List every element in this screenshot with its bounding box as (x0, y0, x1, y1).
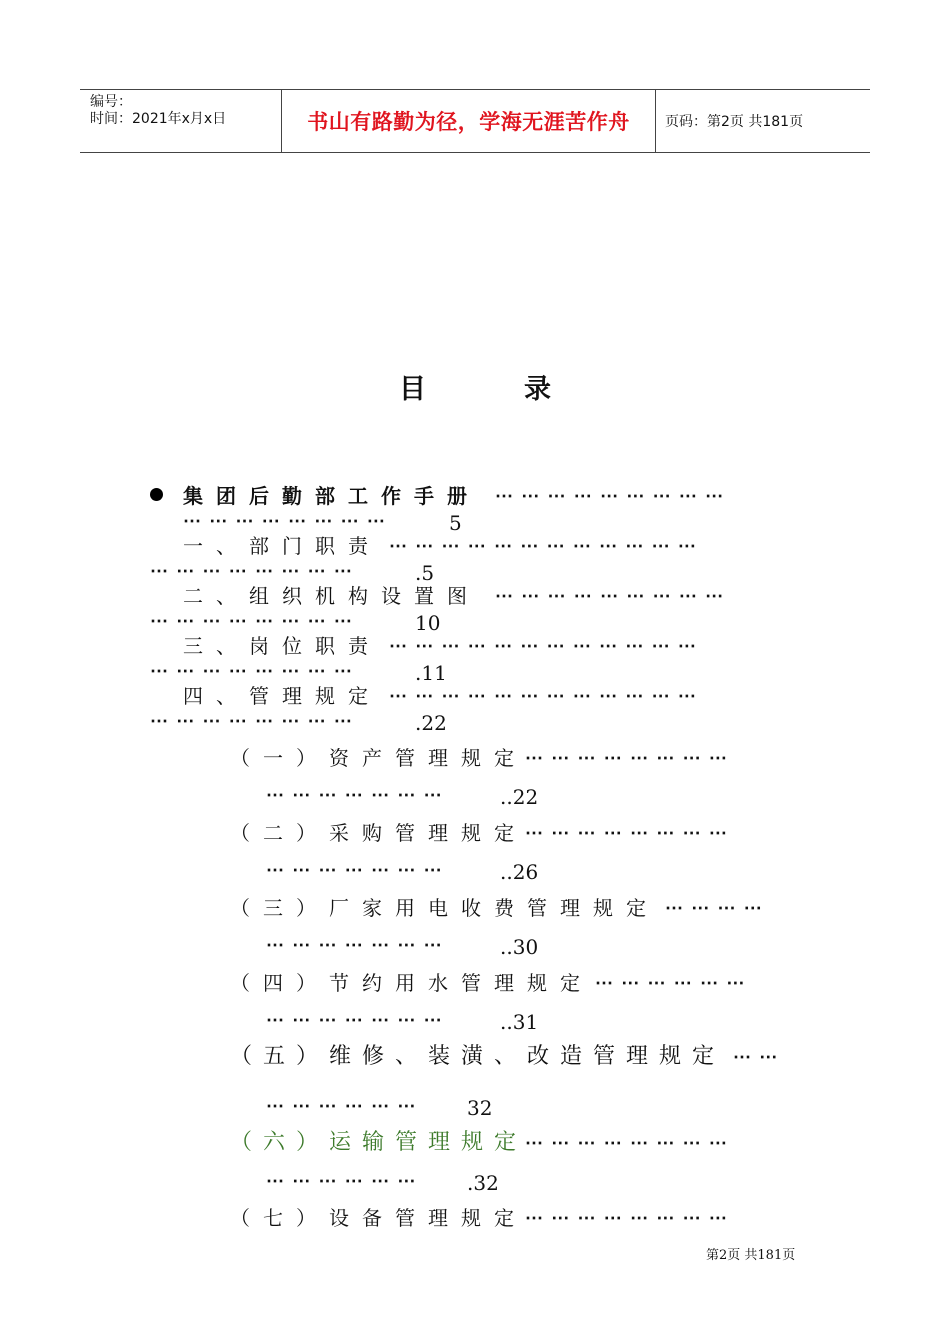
toc-leader-dots: ⋯ ⋯ ⋯ ⋯ ⋯ ⋯ ⋯ ⋯ ⋯ ⋯ ⋯ ⋯ (389, 536, 697, 557)
header-left-cell (80, 90, 280, 152)
toc-entry-label[interactable]: （四）节约用水管理规定 (230, 971, 593, 995)
page-title (0, 367, 950, 406)
toc-leader-dots: ⋯ ⋯ ⋯ ⋯ ⋯ ⋯ (595, 973, 746, 994)
toc-leader-dots: ⋯ ⋯ ⋯ ⋯ ⋯ ⋯ ⋯ ⋯ (150, 711, 353, 732)
toc-page-number: ..22 (500, 785, 539, 809)
toc-entry-label[interactable]: 集团后勤部工作手册 (183, 484, 480, 508)
toc-leader-dots: ⋯ ⋯ ⋯ ⋯ ⋯ ⋯ ⋯ (266, 1010, 443, 1031)
header-motto-cell (281, 90, 656, 152)
title-char-2: 录 (524, 374, 551, 405)
title-char-1: 目 (399, 374, 426, 405)
toc-entry-label[interactable]: （一）资产管理规定 (230, 746, 527, 770)
toc-leader-dots: ⋯ ⋯ ⋯ ⋯ ⋯ ⋯ ⋯ ⋯ ⋯ ⋯ ⋯ ⋯ (389, 636, 697, 657)
toc-page-number: .11 (415, 661, 447, 685)
toc-entry-label[interactable]: 一、部门职责 (183, 534, 381, 558)
toc-page-number: ..30 (500, 935, 539, 959)
toc-page-number: ..26 (500, 860, 539, 884)
toc-page-number: 32 (467, 1096, 493, 1120)
bullet-icon (150, 488, 163, 501)
toc-entry-label[interactable]: （二）采购管理规定 (230, 821, 527, 845)
header-page-info: 页码：第2页 共181页 (665, 114, 804, 130)
toc-leader-dots: ⋯ ⋯ ⋯ ⋯ ⋯ ⋯ ⋯ ⋯ (525, 1133, 728, 1154)
toc-page-number: 5 (449, 511, 462, 535)
toc-leader-dots: ⋯ ⋯ ⋯ ⋯ ⋯ ⋯ ⋯ ⋯ (183, 511, 386, 532)
document-time-label: 时间：2021年x月x日 (90, 111, 227, 127)
toc-leader-dots: ⋯ ⋯ (733, 1047, 779, 1068)
toc-leader-dots: ⋯ ⋯ ⋯ ⋯ ⋯ ⋯ ⋯ ⋯ (150, 611, 353, 632)
toc-entry-label[interactable]: 四、管理规定 (183, 684, 381, 708)
toc-page-number: .22 (415, 711, 447, 735)
document-number-label: 编号： (90, 94, 132, 110)
toc-entry-label[interactable]: （五）维修、装潢、改造管理规定 (230, 1044, 726, 1069)
toc-page-number: .5 (415, 561, 435, 585)
header-motto: 书山有路勤为径，学海无涯苦作舟 (307, 110, 630, 134)
toc-leader-dots: ⋯ ⋯ ⋯ ⋯ ⋯ ⋯ (266, 1171, 417, 1192)
toc-entry-label[interactable]: 二、组织机构设置图 (183, 584, 480, 608)
toc-leader-dots: ⋯ ⋯ ⋯ ⋯ ⋯ ⋯ ⋯ ⋯ (525, 1208, 728, 1229)
toc-leader-dots: ⋯ ⋯ ⋯ ⋯ ⋯ ⋯ ⋯ ⋯ (525, 748, 728, 769)
page-footer: 第2页 共181页 (706, 1248, 796, 1263)
toc-leader-dots: ⋯ ⋯ ⋯ ⋯ ⋯ ⋯ ⋯ ⋯ (525, 823, 728, 844)
toc-leader-dots: ⋯ ⋯ ⋯ ⋯ ⋯ ⋯ ⋯ ⋯ ⋯ ⋯ ⋯ ⋯ (389, 686, 697, 707)
toc-entry-label[interactable]: 三、岗位职责 (183, 634, 381, 658)
toc-leader-dots: ⋯ ⋯ ⋯ ⋯ ⋯ ⋯ (266, 1096, 417, 1117)
header-page-cell (665, 90, 870, 152)
toc-leader-dots: ⋯ ⋯ ⋯ ⋯ ⋯ ⋯ ⋯ (266, 935, 443, 956)
page-header (80, 89, 870, 153)
toc-leader-dots: ⋯ ⋯ ⋯ ⋯ ⋯ ⋯ ⋯ (266, 785, 443, 806)
toc-leader-dots: ⋯ ⋯ ⋯ ⋯ ⋯ ⋯ ⋯ (266, 860, 443, 881)
toc-leader-dots: ⋯ ⋯ ⋯ ⋯ ⋯ ⋯ ⋯ ⋯ (150, 661, 353, 682)
toc-entry-label[interactable]: （六）运输管理规定 (230, 1130, 528, 1155)
toc-leader-dots: ⋯ ⋯ ⋯ ⋯ ⋯ ⋯ ⋯ ⋯ (150, 561, 353, 582)
toc-leader-dots: ⋯ ⋯ ⋯ ⋯ (665, 898, 763, 919)
toc-entry-label[interactable]: （三）厂家用电收费管理规定 (230, 896, 659, 920)
toc-leader-dots: ⋯ ⋯ ⋯ ⋯ ⋯ ⋯ ⋯ ⋯ ⋯ (495, 486, 725, 507)
toc-entry-label[interactable]: （七）设备管理规定 (230, 1206, 527, 1230)
toc-page-number: .32 (467, 1171, 499, 1195)
toc-page-number: ..31 (500, 1010, 539, 1034)
toc-leader-dots: ⋯ ⋯ ⋯ ⋯ ⋯ ⋯ ⋯ ⋯ ⋯ (495, 586, 725, 607)
toc-page-number: 10 (415, 611, 441, 635)
